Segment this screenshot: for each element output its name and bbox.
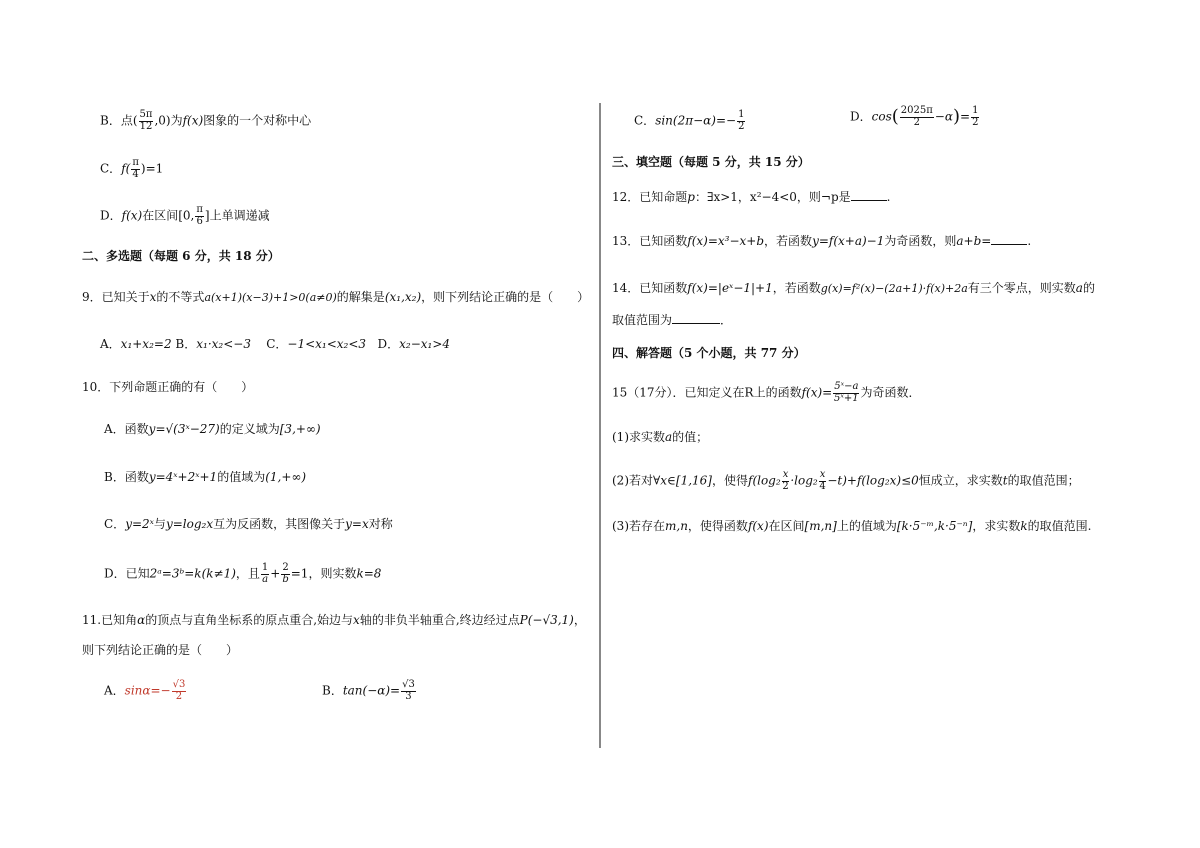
math-var: x bbox=[353, 613, 360, 627]
option-text: 的定义域为 bbox=[219, 422, 280, 436]
stem-text: 取值范围为 bbox=[612, 313, 673, 327]
q8-option-c bbox=[100, 158, 163, 180]
stem-text: 轴的非负半轴重合,终边经过点 bbox=[359, 613, 520, 627]
stem-text: 的解集是 bbox=[336, 290, 385, 304]
stem-text: 14．已知函数 bbox=[612, 281, 688, 295]
math-op: + bbox=[270, 566, 281, 581]
numerator: 1 bbox=[972, 105, 979, 116]
q15-part-1 bbox=[612, 430, 708, 444]
math-var: p bbox=[687, 190, 695, 204]
fraction bbox=[819, 470, 827, 492]
stem-text: ． bbox=[720, 313, 733, 327]
q10-option-a bbox=[104, 422, 321, 436]
stem-text: 恒成立，求实数 bbox=[918, 473, 1003, 488]
numerator: 2 bbox=[282, 562, 289, 573]
stem-text: 的 bbox=[1082, 281, 1095, 295]
stem-text: 的不等式 bbox=[156, 290, 205, 304]
fraction bbox=[737, 110, 745, 132]
math-expr: ∀x∈[1,16] bbox=[653, 473, 712, 488]
math-expr: y=f(x+a)−1 bbox=[812, 234, 885, 248]
option-text: 互为反函数，其图像关于 bbox=[213, 517, 346, 531]
math-var: k bbox=[1020, 519, 1028, 533]
option-text: ,0)为 bbox=[154, 113, 183, 128]
denominator: 4 bbox=[132, 168, 139, 180]
math-expr: tan(−α)= bbox=[342, 683, 401, 698]
stem-text: ，求实数 bbox=[972, 519, 1021, 533]
fraction bbox=[900, 106, 934, 128]
fraction bbox=[782, 470, 790, 492]
q11-option-c bbox=[634, 110, 746, 132]
math-expr: cos bbox=[871, 109, 892, 124]
option-text: 在区间[0, bbox=[142, 208, 195, 223]
answer-blank[interactable] bbox=[672, 323, 720, 324]
stem-text: 有三个零点，则实数 bbox=[967, 281, 1076, 295]
stem-text: 13．已知函数 bbox=[612, 234, 688, 248]
math-expr: sinα=− bbox=[124, 683, 171, 698]
option-text: B．函数 bbox=[104, 470, 149, 484]
fraction bbox=[401, 680, 416, 702]
q14-line1 bbox=[612, 281, 1095, 295]
math-expr: (1,+∞) bbox=[265, 470, 307, 484]
stem-text: 为奇函数，则 bbox=[884, 234, 957, 248]
math-var: a bbox=[1075, 281, 1083, 295]
math-expr: [3,+∞) bbox=[279, 422, 321, 436]
math-expr: f(x)=|eˣ−1|+1 bbox=[687, 281, 773, 295]
math-expr: −α bbox=[934, 109, 953, 124]
stem-text: ，则下列结论正确的是（ ） bbox=[421, 290, 590, 304]
numerator: 1 bbox=[738, 109, 745, 120]
stem-text: (1)求实数 bbox=[612, 430, 665, 444]
q12 bbox=[612, 190, 890, 204]
column-divider bbox=[599, 103, 601, 748]
option-label: C． bbox=[100, 161, 122, 176]
option-text: ，则实数 bbox=[308, 566, 357, 581]
math-expr: y=x bbox=[345, 517, 369, 531]
stem-text: 为奇函数． bbox=[860, 385, 921, 400]
math-expr: sin(2π−α)=− bbox=[655, 113, 737, 128]
math-expr: =1 bbox=[290, 566, 309, 581]
q10-option-b bbox=[104, 470, 306, 484]
option-text: 图象的一个对称中心 bbox=[203, 113, 312, 128]
fraction bbox=[281, 563, 289, 585]
fraction bbox=[833, 382, 859, 404]
math-expr: (x₁,x₂) bbox=[384, 290, 422, 304]
math-expr: f( bbox=[121, 161, 131, 176]
stem-text: 9．已知关于 bbox=[82, 290, 150, 304]
paren-left: ( bbox=[891, 106, 899, 127]
stem-text: (3)若存在 bbox=[612, 519, 665, 533]
stem-text: 15（17分）．已知定义在R上的函数 bbox=[612, 385, 802, 400]
math-expr: k=8 bbox=[356, 566, 382, 581]
denominator: 2 bbox=[972, 116, 979, 128]
section-4-heading: 四、解答题（5 个小题，共 77 分） bbox=[612, 346, 806, 360]
math-op: = bbox=[960, 109, 971, 124]
q11-option-d bbox=[850, 106, 980, 128]
math-expr: y=√(3ˣ−27) bbox=[148, 422, 220, 436]
option-text: 与 bbox=[153, 517, 166, 531]
numerator: 1 bbox=[261, 562, 269, 573]
stem-text: ，若函数 bbox=[772, 281, 821, 295]
option-text: B．点( bbox=[100, 113, 138, 128]
stem-text: ：∃x>1，x²−4<0，则¬p是 bbox=[694, 190, 851, 204]
math-expr: f(log₂ bbox=[748, 473, 781, 488]
option-label: A． bbox=[100, 337, 121, 351]
answer-blank[interactable] bbox=[991, 244, 1027, 245]
option-label: C． bbox=[104, 517, 126, 531]
numerator: x bbox=[782, 469, 789, 480]
stem-text: 的顶点与直角坐标系的原点重合,始边与 bbox=[145, 613, 354, 627]
math-var: a bbox=[665, 430, 673, 444]
option-text: 的值域为 bbox=[217, 470, 266, 484]
q13 bbox=[612, 234, 1031, 248]
option-text: 对称 bbox=[368, 517, 393, 531]
fraction bbox=[139, 110, 154, 132]
math-expr: x₂−x₁>4 bbox=[399, 337, 451, 351]
paren-right: ) bbox=[952, 106, 960, 127]
option-text: D．已知 bbox=[104, 566, 150, 581]
math-var: t bbox=[1002, 473, 1008, 488]
stem-text: ， bbox=[573, 613, 586, 627]
denominator: 2 bbox=[738, 120, 745, 132]
numerator: 5π bbox=[139, 109, 153, 120]
numerator: 2025π bbox=[900, 105, 933, 116]
math-expr: m,n bbox=[665, 519, 688, 533]
denominator: b bbox=[282, 573, 289, 585]
math-expr: y=2ˣ bbox=[125, 517, 154, 531]
denominator: 12 bbox=[139, 120, 153, 132]
option-text: ]上单调递减 bbox=[204, 208, 270, 223]
fraction bbox=[131, 158, 140, 180]
math-expr: 2ᵃ=3ᵇ=k(k≠1) bbox=[149, 566, 236, 581]
denominator: 2 bbox=[913, 116, 920, 128]
stem-text: 上的值域为 bbox=[836, 519, 897, 533]
q10-option-d bbox=[104, 563, 381, 585]
fraction bbox=[261, 563, 269, 585]
math-expr: −t)+f(log₂x)≤0 bbox=[827, 473, 919, 488]
stem-text: ，使得函数 bbox=[687, 519, 748, 533]
math-expr: x₁+x₂=2 bbox=[120, 337, 172, 351]
option-label: D． bbox=[850, 109, 872, 124]
q8-option-b bbox=[100, 110, 311, 132]
math-expr: f(x) bbox=[182, 113, 204, 128]
denominator: a bbox=[262, 573, 269, 585]
q10-stem: 10．下列命题正确的有（ ） bbox=[82, 380, 254, 394]
math-expr: [k·5⁻ᵐ,k·5⁻ⁿ] bbox=[896, 519, 973, 533]
numerator: x bbox=[819, 469, 826, 480]
stem-text: 在区间 bbox=[768, 519, 805, 533]
fraction bbox=[971, 106, 979, 128]
q14-line2 bbox=[612, 313, 732, 327]
math-expr: )=1 bbox=[140, 161, 164, 176]
stem-text: (2)若对 bbox=[612, 473, 653, 488]
fraction bbox=[172, 680, 187, 702]
math-expr: f(x) bbox=[747, 519, 769, 533]
stem-text: . bbox=[886, 190, 891, 204]
q11-option-a bbox=[104, 680, 187, 702]
q15-stem bbox=[612, 382, 921, 404]
denominator: 4 bbox=[819, 480, 826, 492]
stem-text: ，使得 bbox=[711, 473, 748, 488]
math-expr: P(−√3,1) bbox=[519, 613, 574, 627]
math-expr: [m,n] bbox=[804, 519, 837, 533]
option-text: A．函数 bbox=[104, 422, 149, 436]
numerator: π bbox=[196, 204, 203, 215]
section-2-heading: 二、多选题（每题 6 分，共 18 分） bbox=[82, 249, 280, 263]
q11-option-b bbox=[322, 680, 417, 702]
option-text: ，且 bbox=[235, 566, 260, 581]
option-label: A． bbox=[104, 683, 125, 698]
denominator: 6 bbox=[196, 215, 203, 227]
numerator: √3 bbox=[172, 679, 186, 690]
math-expr: x₁·x₂<−3 bbox=[196, 337, 251, 351]
denominator: 2 bbox=[175, 690, 183, 702]
q11-stem-line2: 则下列结论正确的是（ ） bbox=[82, 643, 239, 657]
stem-text: . bbox=[1027, 234, 1032, 248]
option-label: D． bbox=[377, 337, 400, 351]
q15-part-3 bbox=[612, 519, 1091, 533]
math-expr: ·log₂ bbox=[790, 473, 818, 488]
q11-stem-line1 bbox=[82, 613, 586, 627]
math-expr: g(x)=f²(x)−(2a+1)·f(x)+2a bbox=[820, 282, 968, 295]
fraction bbox=[195, 205, 204, 227]
stem-text: 12．已知命题 bbox=[612, 190, 688, 204]
math-expr: f(x)= bbox=[801, 385, 833, 400]
denominator: 2 bbox=[782, 480, 789, 492]
q15-part-2 bbox=[612, 470, 1080, 492]
math-var: x bbox=[149, 290, 157, 304]
math-expr: a(x+1)(x−3)+1>0(a≠0) bbox=[204, 291, 337, 304]
math-expr: f(x) bbox=[121, 208, 143, 223]
q10-option-c bbox=[104, 517, 393, 531]
math-expr: y=4ˣ+2ˣ+1 bbox=[148, 470, 218, 484]
math-expr: f(x)=x³−x+b bbox=[687, 234, 765, 248]
stem-text: 的取值范围； bbox=[1007, 473, 1080, 488]
stem-text: 的值； bbox=[672, 430, 709, 444]
option-label: B． bbox=[322, 683, 343, 698]
option-label: C． bbox=[266, 337, 288, 351]
q8-option-d bbox=[100, 205, 270, 227]
numerator: √3 bbox=[402, 679, 415, 690]
answer-blank[interactable] bbox=[851, 200, 887, 201]
option-label: D． bbox=[100, 208, 122, 223]
q9-options bbox=[100, 337, 450, 351]
denominator: 5ˣ+1 bbox=[834, 392, 859, 404]
option-label: B． bbox=[175, 337, 197, 351]
math-expr: a+b= bbox=[956, 234, 992, 248]
stem-text: 的取值范围. bbox=[1027, 519, 1092, 533]
stem-text: ，若函数 bbox=[764, 234, 813, 248]
option-label: C． bbox=[634, 113, 656, 128]
math-expr: −1<x₁<x₂<3 bbox=[287, 337, 367, 351]
q9-stem bbox=[82, 290, 589, 304]
numerator: 5ˣ−a bbox=[834, 381, 859, 392]
section-3-heading: 三、填空题（每题 5 分，共 15 分） bbox=[612, 155, 810, 169]
math-expr: y=log₂x bbox=[165, 517, 214, 531]
math-var: α bbox=[137, 613, 146, 627]
stem-text: 11.已知角 bbox=[82, 613, 138, 627]
numerator: π bbox=[132, 157, 139, 168]
denominator: 3 bbox=[405, 690, 412, 702]
